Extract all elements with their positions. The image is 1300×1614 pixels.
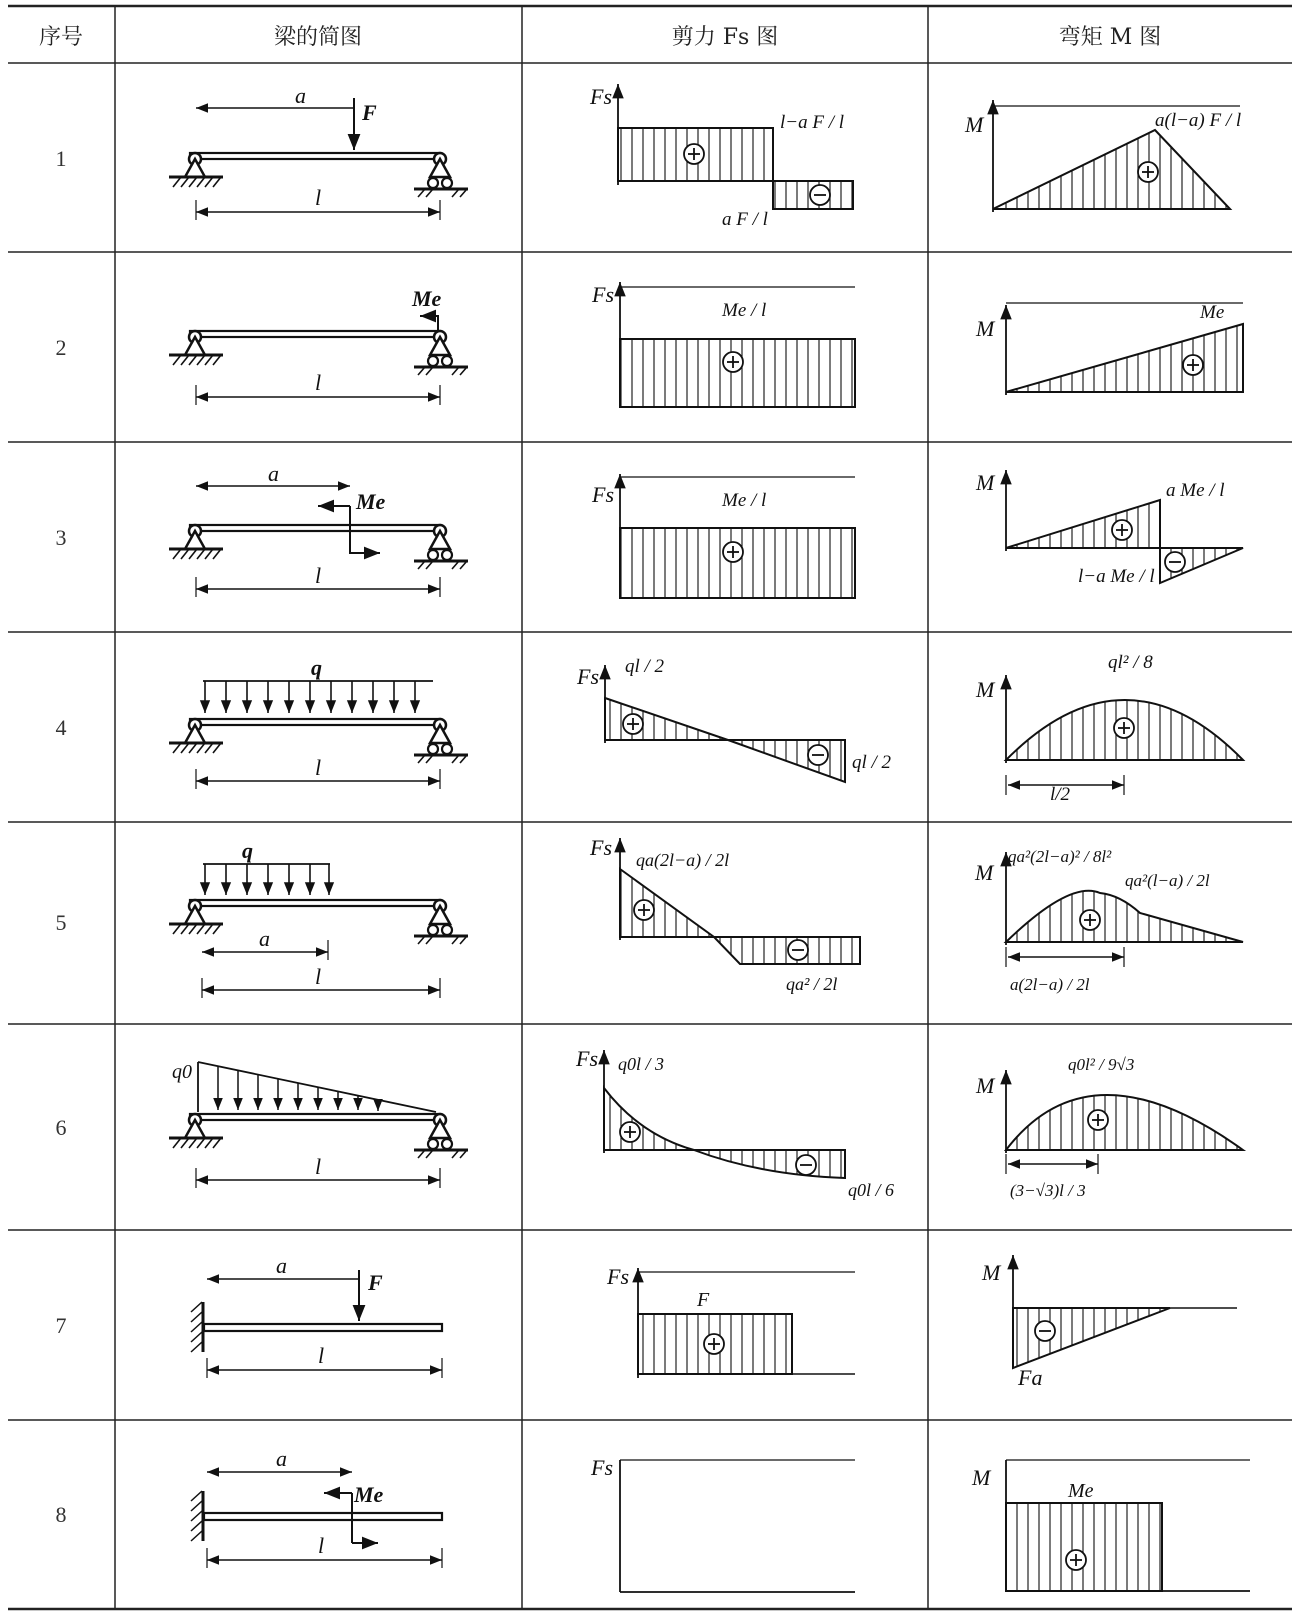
moment-max-value: a(l−a) F / l [1155,110,1242,131]
dim-a: a [276,1446,287,1471]
axis-label: M [976,470,995,495]
shear-diagram-4 [576,656,892,782]
axis-label: M [975,860,994,885]
row-number: 2 [55,335,67,360]
beam-diagram-7 [191,1253,442,1378]
moment-negative-value: Fa [1018,1365,1043,1390]
axis-label: M [976,1073,995,1098]
dim-a: a [276,1253,287,1278]
axis-label: Fs [590,84,612,109]
shear-positive-value: l−a F / l [780,112,845,133]
load-label: Me [356,489,386,514]
shear-negative-value: q0l / 6 [848,1180,895,1200]
dim-l: l [318,1343,325,1368]
shear-diagram-5 [589,835,860,994]
dim-max-location: a(2l−a) / 2l [1010,975,1090,994]
beam-diagram-3 [169,461,468,597]
moment-max-value: q0l² / 9√3 [1068,1055,1135,1074]
header-shear-diagram: 剪力 Fs 图 [671,25,779,50]
shear-diagram-7 [606,1264,855,1378]
dim-a: a [295,83,306,108]
axis-label: Fs [592,282,614,307]
dim-l: l [315,185,322,210]
moment-diagram-1 [964,100,1241,212]
shear-positive-value: ql / 2 [625,656,665,677]
moment-max-value: Me [1200,302,1225,323]
dim-l: l [315,964,322,989]
axis-label: M [982,1260,1001,1285]
row-number: 7 [55,1313,67,1338]
shear-diagram-2 [591,282,855,407]
shear-negative-value: ql / 2 [852,752,892,773]
moment-end-value: qa²(l−a) / 2l [1125,871,1210,890]
axis-label: Fs [590,835,612,860]
axis-label: Fs [576,1046,598,1071]
dim-l: l [315,563,322,588]
beam-diagram-8 [191,1446,442,1568]
axis-label: M [976,677,995,702]
beam-diagram-1 [169,83,468,220]
shear-diagram-6 [575,1046,894,1200]
header-moment-diagram: 弯矩 M 图 [1058,25,1162,50]
axis-label: M [972,1465,991,1490]
shear-value: F [697,1289,710,1311]
dim-a: a [268,461,279,486]
moment-positive-value: a Me / l [1166,480,1225,501]
axis-label: Fs [591,1455,613,1480]
moment-max-value: qa²(2l−a)² / 8l² [1008,847,1112,866]
moment-diagram-6 [975,1055,1243,1200]
axis-label: Fs [592,482,614,507]
moment-diagram-7 [981,1255,1237,1390]
row-number: 3 [55,525,67,550]
row-number: 4 [55,715,67,740]
moment-diagram-2 [975,302,1243,395]
dim-l: l [315,1154,322,1179]
row-number: 8 [55,1502,67,1527]
load-label: F [362,100,377,125]
row-number: 6 [55,1115,67,1140]
dim-l: l [315,755,322,780]
dim-max-location: (3−√3)l / 3 [1010,1181,1086,1200]
header-beam-diagram: 梁的简图 [273,25,363,50]
row-number: 1 [55,146,67,171]
axis-label: Fs [607,1264,629,1289]
row-number: 5 [55,910,67,935]
dim-l: l [318,1533,325,1558]
load-label: Me [412,286,442,311]
moment-diagram-5 [974,847,1243,994]
dim-a: a [259,926,270,951]
moment-diagram-4 [975,652,1243,805]
moment-diagram-8 [971,1460,1250,1591]
shear-positive-value: qa(2l−a) / 2l [636,850,730,870]
axis-label: M [976,316,995,341]
shear-diagram-8 [590,1455,855,1592]
shear-positive-value: q0l / 3 [618,1054,665,1074]
shear-value: Me / l [722,490,767,511]
shear-value: Me / l [722,300,767,321]
shear-diagram-3 [591,474,855,598]
beam-diagram-5 [169,838,468,998]
shear-diagram-1 [589,84,853,230]
dim-half-span: l/2 [1050,784,1071,805]
axis-label: Fs [577,664,599,689]
shear-negative-value: qa² / 2l [786,974,838,994]
moment-negative-value: l−a Me / l [1078,566,1155,587]
load-label: q [242,838,253,863]
load-label: F [368,1270,383,1295]
moment-diagram-3 [975,470,1243,587]
axis-label: M [965,112,984,137]
load-label: q [311,655,322,680]
load-label: Me [354,1482,384,1507]
beam-diagram-4 [169,655,468,789]
beam-diagram-2 [169,286,468,405]
moment-max-value: ql² / 8 [1108,652,1153,673]
load-label: q0 [172,1061,192,1083]
moment-value: Me [1068,1480,1094,1502]
shear-negative-value: a F / l [722,209,768,230]
header-number: 序号 [38,25,84,50]
dim-l: l [315,370,322,395]
beam-diagram-6 [169,1061,468,1188]
